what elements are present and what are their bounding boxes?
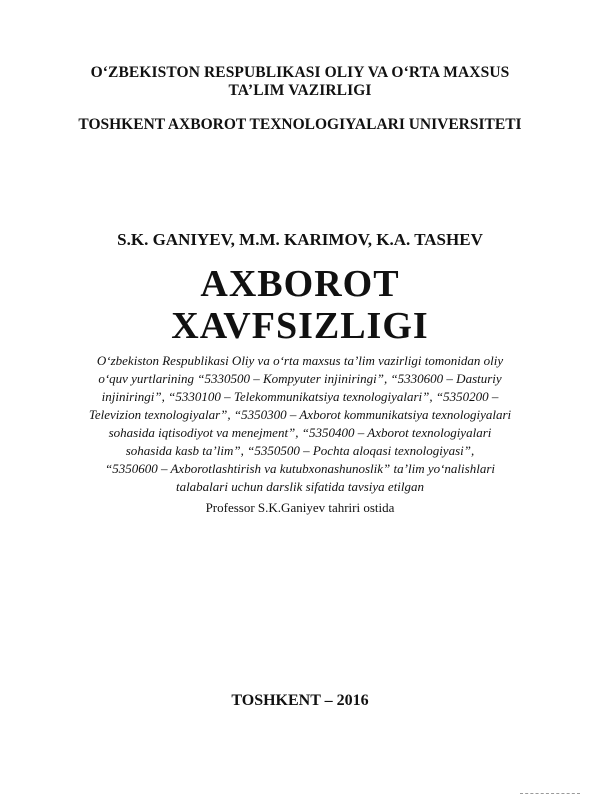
university-name: TOSHKENT AXBOROT TEXNOLOGIYALARI UNIVERSITETI	[78, 116, 522, 133]
description-line: sohasida iqtisodiyot va menejment”, “5350400 – Axborot texnologiyalari	[108, 425, 492, 440]
description-line: injiniringi”, “5330100 – Telekommunikatsiya texnologiyalari”, “5350200 –	[101, 389, 499, 404]
book-title-line-1: AXBOROT	[200, 263, 400, 305]
description-line: O‘zbekiston Respublikasi Oliy va o‘rta maxsus ta’lim vazirligi tomonidan oliy	[96, 353, 504, 368]
description-line: o‘quv yurtlarining “5330500 – Kompyuter injiniringi”, “5330600 – Dasturiy	[98, 371, 502, 386]
editor-note: Professor S.K.Ganiyev tahriri ostida	[205, 500, 395, 515]
description-line: “5350600 – Axborotlashtirish va kutubxonashunoslik” ta’lim yo‘nalishlari	[105, 461, 495, 476]
scan-edge-mark	[520, 793, 580, 795]
description-line: sohasida kasb ta’lim”, “5350500 – Pochta aloqasi texnologiyasi”,	[125, 443, 475, 458]
description-line: talabalari uchun darslik sifatida tavsiya etilgan	[175, 479, 425, 494]
authors: S.K. GANIYEV, M.M. KARIMOV, K.A. TASHEV	[117, 230, 483, 249]
ministry-name-line-1: O‘ZBEKISTON RESPUBLIKASI OLIY VA O‘RTA MAXSUS	[90, 64, 510, 81]
description-line: Televizion texnologiyalar”, “5350300 – Axborot kommunikatsiya texnologiyalari	[88, 407, 512, 422]
city-year: TOSHKENT – 2016	[231, 692, 369, 709]
book-title-line-2: XAVFSIZLIGI	[171, 305, 429, 347]
ministry-name-line-2: TA’LIM VAZIRLIGI	[228, 82, 372, 99]
